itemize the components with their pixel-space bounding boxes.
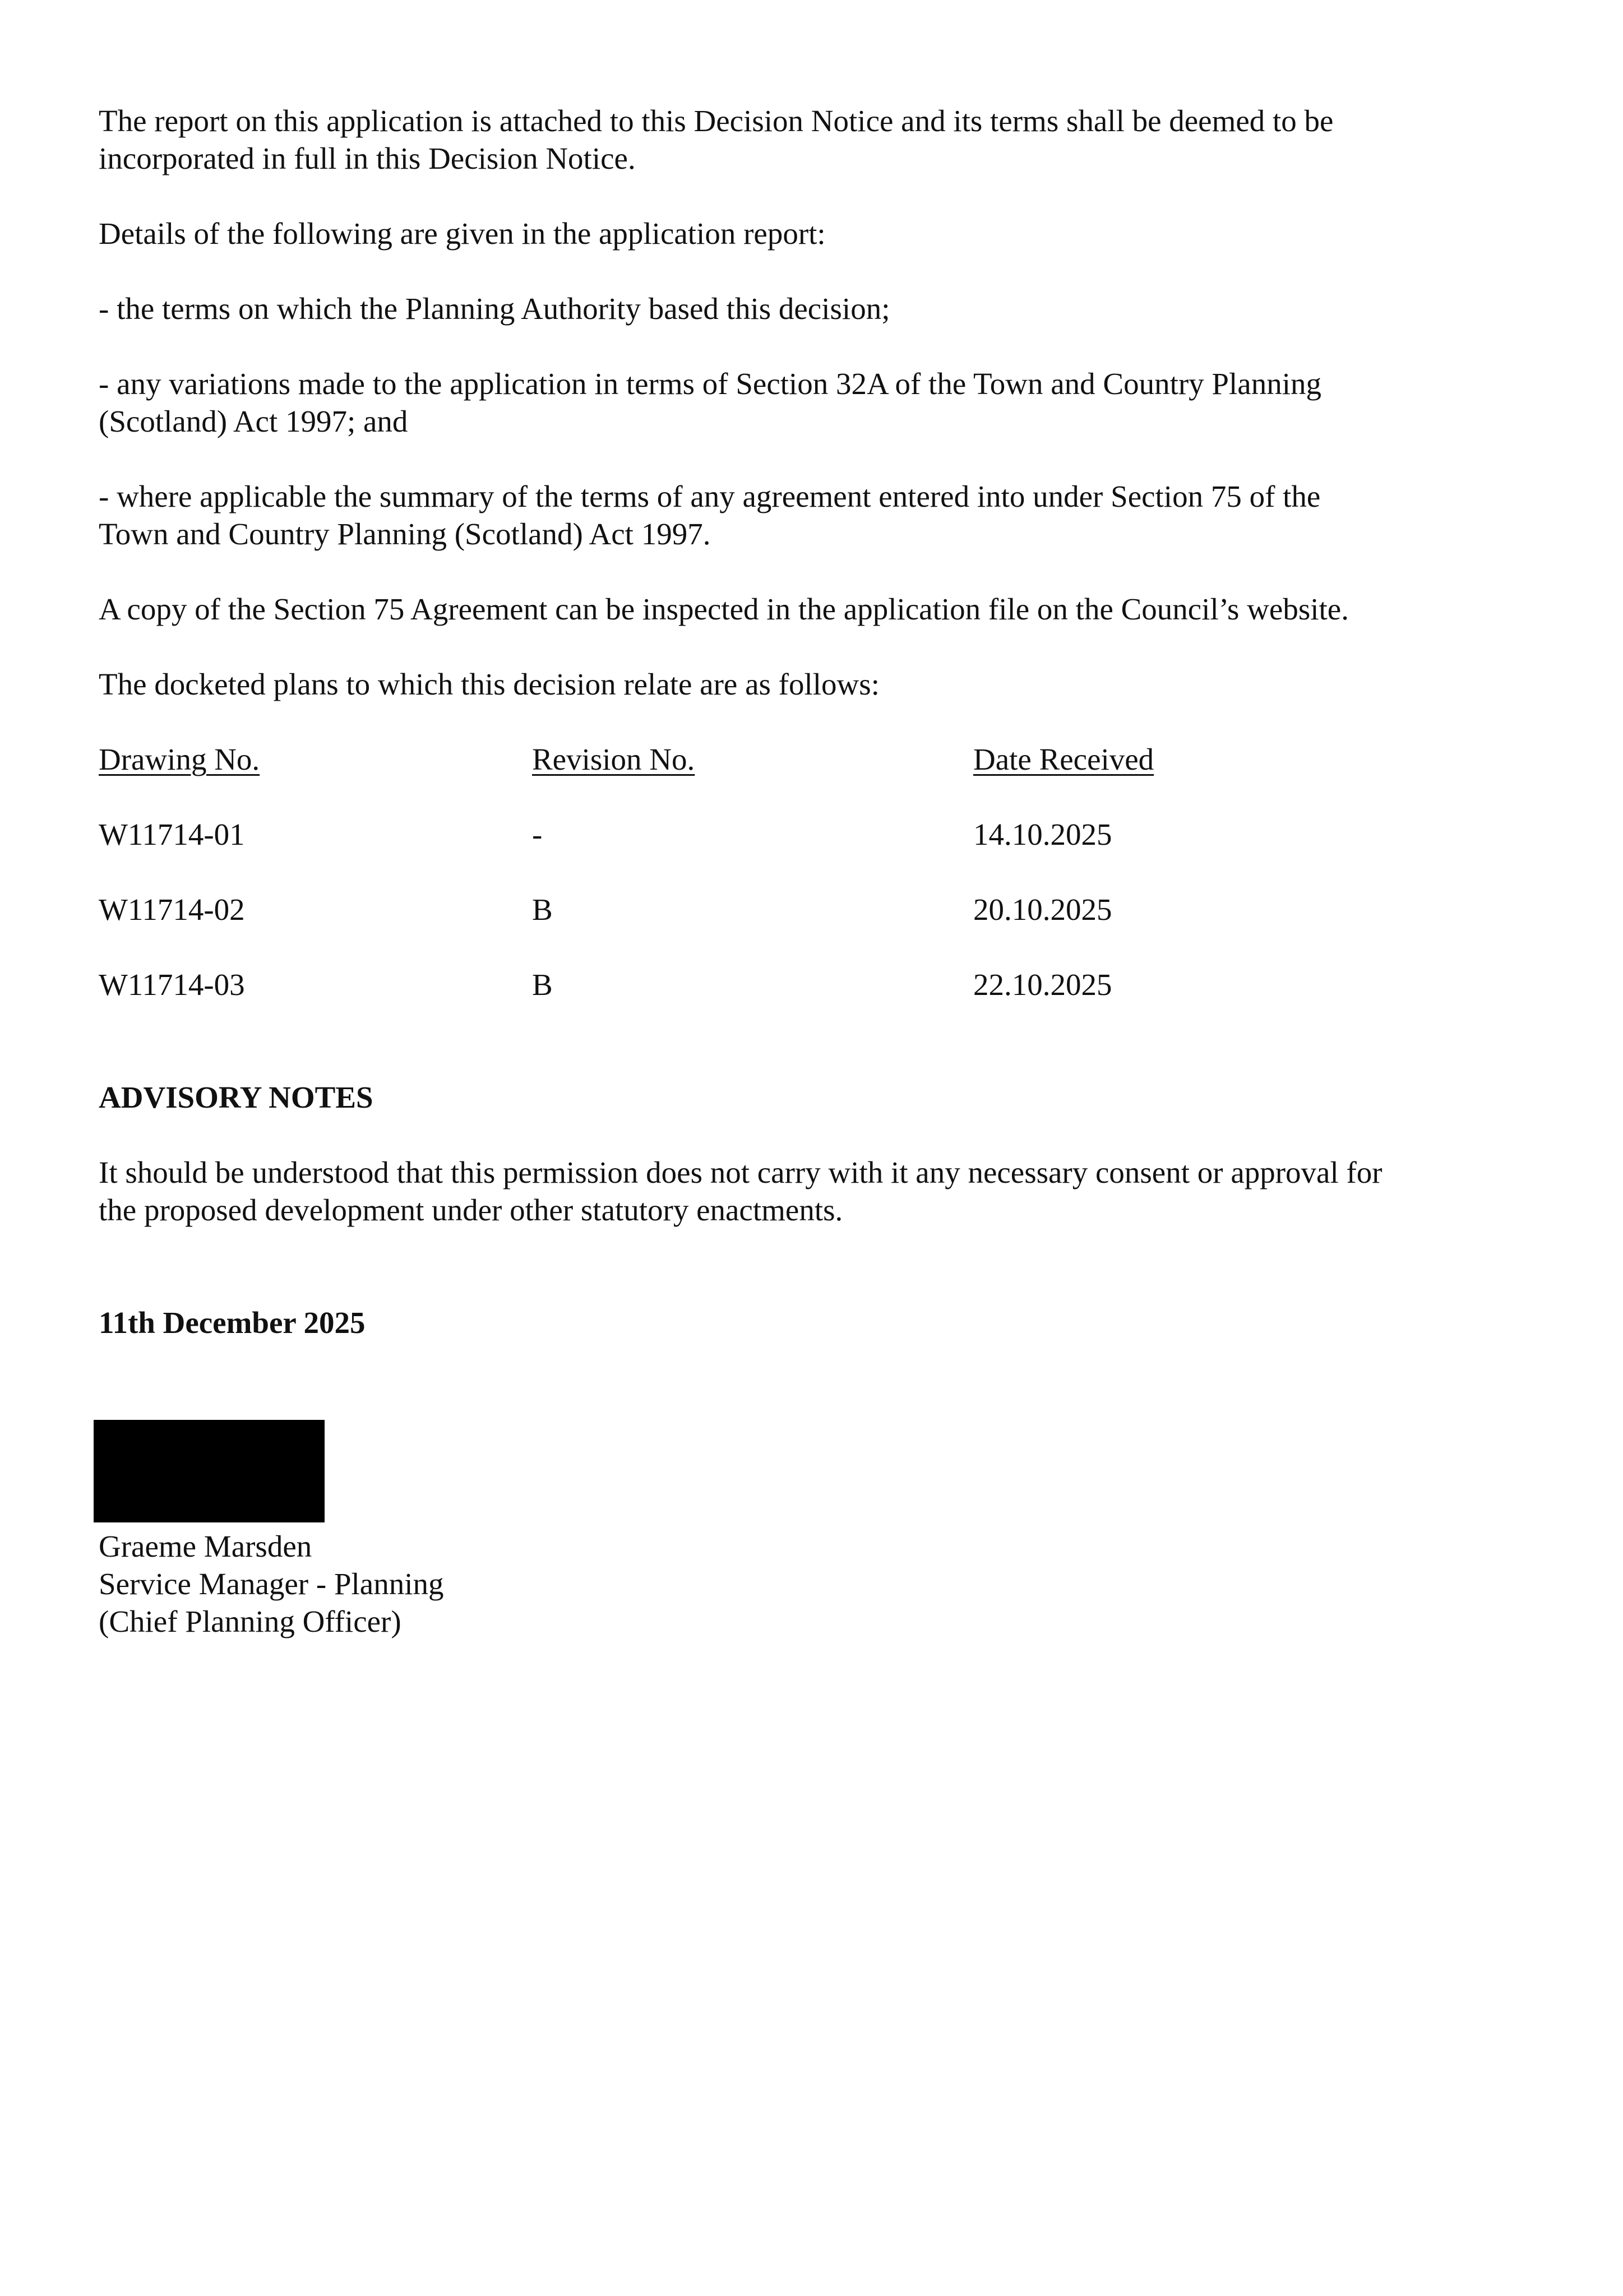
header-revision-no: Revision No. xyxy=(532,742,695,776)
report-paragraph: The report on this application is attached to this Decision Notice and its terms shall be deemed to be incorporated in full in this Decision Notice. xyxy=(99,104,1334,175)
date-received-cell: 22.10.2025 xyxy=(973,968,1112,1002)
signatory-title: (Chief Planning Officer) xyxy=(99,1604,401,1638)
date-received-cell: 14.10.2025 xyxy=(973,817,1112,851)
signatory-role: Service Manager - Planning xyxy=(99,1567,444,1601)
date-received-cell: 20.10.2025 xyxy=(973,892,1112,927)
revision-no-cell: B xyxy=(532,892,553,927)
details-intro-paragraph: Details of the following are given in the application report: xyxy=(99,216,826,251)
revision-no-cell: - xyxy=(532,817,543,851)
signatory-block xyxy=(99,1527,444,1640)
drawing-no-cell: W11714-02 xyxy=(99,892,245,927)
plans-table xyxy=(99,740,1388,1003)
advisory-notes-heading: ADVISORY NOTES xyxy=(99,1080,373,1114)
agreement-copy-paragraph: A copy of the Section 75 Agreement can be inspected in the application file on the Council’s website. xyxy=(99,592,1349,626)
table-row xyxy=(99,816,1388,853)
decision-notice-page xyxy=(99,102,1388,1341)
decision-date: 11th December 2025 xyxy=(99,1306,366,1340)
header-drawing-no: Drawing No. xyxy=(99,742,260,776)
terms-paragraph: - the terms on which the Planning Authority based this decision; xyxy=(99,291,890,326)
header-date-received: Date Received xyxy=(973,742,1154,776)
revision-no-cell: B xyxy=(532,968,553,1002)
plans-table-header xyxy=(99,740,1388,778)
redacted-signature xyxy=(94,1420,325,1522)
signatory-name: Graeme Marsden xyxy=(99,1529,312,1563)
docketed-plans-paragraph: The docketed plans to which this decision relate are as follows: xyxy=(99,667,880,701)
table-row xyxy=(99,966,1388,1003)
drawing-no-cell: W11714-03 xyxy=(99,968,245,1002)
section-75-paragraph: - where applicable the summary of the terms of any agreement entered into under Section 75 of the Town and Country Planning (Scotland) Act 1997. xyxy=(99,479,1321,551)
advisory-notes-text: It should be understood that this permission does not carry with it any necessary consent or approval for the proposed development under other statutory enactments. xyxy=(99,1155,1382,1227)
drawing-no-cell: W11714-01 xyxy=(99,817,245,851)
table-row xyxy=(99,891,1388,928)
variations-paragraph: - any variations made to the application in terms of Section 32A of the Town and Country Planning (Scotland) Act 1997; and xyxy=(99,367,1321,438)
